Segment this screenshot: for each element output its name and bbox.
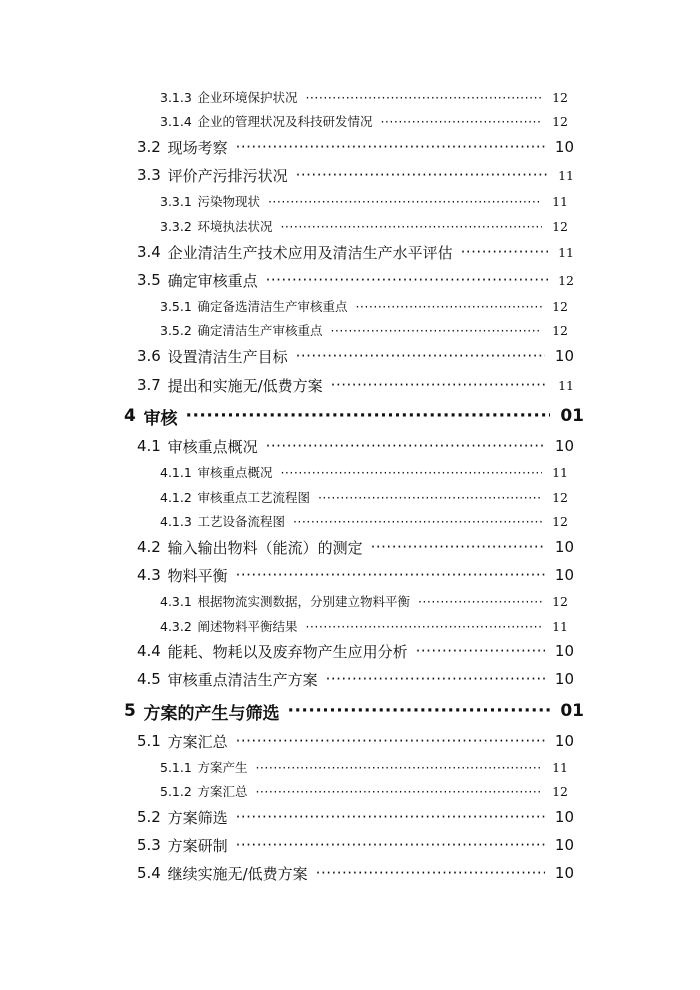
toc-entry-page-number: 12 [552, 89, 568, 105]
toc-entry-title: 企业的管理状况及科技研发情况 [197, 114, 373, 129]
toc-dot-leader [236, 566, 545, 584]
toc-entry-number: 4.1.1 [160, 464, 192, 480]
toc-entry-number: 3.5.2 [160, 322, 192, 338]
toc-entry-3-2[interactable] [137, 134, 574, 160]
toc-entry-3-1-3[interactable] [160, 84, 568, 110]
toc-entry-4-1-1[interactable] [160, 459, 568, 485]
toc-dot-leader [461, 243, 548, 261]
toc-entry-title: 方案汇总 [167, 732, 228, 751]
toc-entry-page-number: 01 [560, 406, 584, 426]
toc-entry-number: 3.3.1 [160, 193, 192, 209]
toc-entry-page-number: 12 [552, 513, 568, 529]
toc-entry-4-1[interactable] [137, 433, 574, 459]
toc-dot-leader [318, 490, 542, 505]
toc-dot-leader [331, 376, 548, 394]
toc-entry-3-5-1[interactable] [160, 293, 568, 319]
toc-entry-page-number: 11 [552, 618, 568, 634]
toc-entry-4-3[interactable] [137, 562, 574, 588]
toc-entry-5-1-2[interactable] [160, 778, 568, 804]
toc-entry-page-number: 01 [560, 701, 584, 721]
toc-entry-title: 确定清洁生产审核重点 [197, 323, 323, 338]
toc-dot-leader [293, 514, 542, 529]
toc-entry-3-6[interactable] [137, 343, 574, 369]
toc-entry-page-number: 10 [554, 732, 574, 750]
toc-entry-number: 3.6 [137, 347, 161, 365]
toc-entry-page-number: 11 [552, 193, 568, 209]
toc-entry-5-3[interactable] [137, 832, 574, 858]
toc-entry-page-number: 11 [552, 464, 568, 480]
toc-entry-page-number: 11 [558, 244, 574, 260]
toc-entry-page-number: 10 [554, 437, 574, 455]
toc-entry-title: 物料平衡 [167, 566, 228, 585]
toc-entry-3-5[interactable] [137, 267, 574, 293]
toc-dot-leader [280, 465, 542, 480]
toc-entry-title: 企业环境保护状况 [197, 90, 298, 105]
toc-dot-leader [380, 114, 542, 129]
toc-entry-page-number: 10 [554, 864, 574, 882]
toc-dot-leader [236, 138, 545, 156]
toc-entry-page-number: 12 [552, 298, 568, 314]
toc-entry-title: 现场考察 [167, 138, 228, 157]
toc-dot-leader [280, 219, 542, 234]
toc-dot-leader [371, 538, 545, 556]
toc-dot-leader [266, 437, 545, 455]
toc-entry-title: 工艺设备流程图 [197, 514, 285, 529]
toc-entry-page-number: 10 [554, 642, 574, 660]
toc-entry-3-5-2[interactable] [160, 317, 568, 343]
toc-entry-number: 5.1.1 [160, 759, 192, 775]
toc-entry-title: 方案筛选 [167, 808, 228, 827]
toc-entry-number: 3.7 [137, 376, 161, 394]
toc-entry-page-number: 12 [552, 489, 568, 505]
toc-entry-title: 方案产生 [197, 760, 248, 775]
toc-dot-leader [316, 864, 545, 882]
toc-dot-leader [255, 784, 542, 799]
toc-entry-number: 3.5.1 [160, 298, 192, 314]
toc-entry-number: 4.3.1 [160, 593, 192, 609]
toc-entry-4-5[interactable] [137, 666, 574, 692]
toc-entry-5-2[interactable] [137, 804, 574, 830]
toc-entry-number: 4.5 [137, 670, 161, 688]
toc-dot-leader [236, 836, 545, 854]
toc-dot-leader [255, 760, 542, 775]
toc-entry-title: 确定审核重点 [167, 271, 258, 290]
toc-entry-title: 阐述物料平衡结果 [197, 619, 298, 634]
toc-entry-page-number: 11 [552, 759, 568, 775]
toc-dot-leader [266, 271, 548, 289]
toc-entry-number: 5.1 [137, 732, 161, 750]
toc-entry-title: 提出和实施无/低费方案 [167, 376, 323, 395]
toc-dot-leader [330, 323, 542, 338]
toc-entry-title: 环境执法状况 [197, 219, 273, 234]
toc-entry-title: 评价产污排污状况 [167, 166, 288, 185]
toc-entry-number: 4 [124, 406, 136, 426]
toc-entry-number: 3.3.2 [160, 218, 192, 234]
toc-entry-number: 3.1.4 [160, 113, 192, 129]
toc-dot-leader [355, 299, 542, 314]
toc-entry-title: 根据物流实测数据，分别建立物料平衡 [197, 594, 410, 609]
toc-entry-number: 5.4 [137, 864, 161, 882]
toc-entry-4-1-3[interactable] [160, 508, 568, 534]
toc-entry-page-number: 11 [558, 377, 574, 393]
toc-dot-leader [305, 90, 542, 105]
toc-entry-5-1[interactable] [137, 728, 574, 754]
toc-entry-number: 5 [124, 701, 136, 721]
toc-entry-title: 审核重点清洁生产方案 [167, 670, 318, 689]
toc-entry-title: 污染物现状 [197, 194, 260, 209]
toc-entry-title: 输入输出物料（能流）的测定 [167, 538, 363, 557]
toc-dot-leader [185, 406, 550, 426]
toc-entry-page-number: 10 [554, 538, 574, 556]
toc-entry-page-number: 10 [554, 566, 574, 584]
toc-entry-3-1-4[interactable] [160, 108, 568, 134]
toc-entry-5-1-1[interactable] [160, 754, 568, 780]
toc-entry-number: 4.1.2 [160, 489, 192, 505]
toc-entry-number: 5.3 [137, 836, 161, 854]
toc-entry-page-number: 10 [554, 347, 574, 365]
toc-entry-title: 企业清洁生产技术应用及清洁生产水平评估 [167, 243, 453, 262]
toc-dot-leader [287, 701, 550, 721]
toc-dot-leader [236, 732, 545, 750]
toc-entry-title: 确定备选清洁生产审核重点 [197, 299, 348, 314]
toc-entry-number: 4.4 [137, 642, 161, 660]
toc-entry-3-4[interactable] [137, 239, 574, 265]
toc-entry-number: 3.3 [137, 166, 161, 184]
toc-entry-page-number: 12 [552, 218, 568, 234]
toc-entry-page-number: 10 [554, 670, 574, 688]
toc-entry-5[interactable] [124, 698, 584, 724]
toc-entry-number: 3.2 [137, 138, 161, 156]
toc-entry-page-number: 10 [554, 836, 574, 854]
toc-entry-title: 审核重点概况 [197, 465, 273, 480]
toc-entry-number: 5.1.2 [160, 783, 192, 799]
toc-entry-number: 4.1.3 [160, 513, 192, 529]
toc-entry-5-4[interactable] [137, 860, 574, 886]
toc-entry-title: 能耗、物耗以及废弃物产生应用分析 [167, 642, 408, 661]
toc-entry-4-4[interactable] [137, 638, 574, 664]
toc-entry-page-number: 10 [554, 138, 574, 156]
toc-entry-page-number: 12 [552, 593, 568, 609]
toc-entry-title: 审核重点概况 [167, 437, 258, 456]
toc-entry-4-1-2[interactable] [160, 484, 568, 510]
toc-dot-leader [416, 642, 545, 660]
toc-entry-4-2[interactable] [137, 534, 574, 560]
toc-dot-leader [418, 594, 542, 609]
toc-entry-page-number: 12 [552, 783, 568, 799]
toc-dot-leader [268, 194, 542, 209]
toc-entry-number: 4.2 [137, 538, 161, 556]
toc-entry-3-7[interactable] [137, 372, 574, 398]
toc-entry-title: 方案的产生与筛选 [143, 703, 280, 724]
toc-entry-title: 方案研制 [167, 836, 228, 855]
toc-dot-leader [326, 670, 545, 688]
toc-entry-4-3-1[interactable] [160, 588, 568, 614]
toc-entry-page-number: 10 [554, 808, 574, 826]
toc-dot-leader [236, 808, 545, 826]
toc-dot-leader [296, 166, 548, 184]
toc-entry-page-number: 12 [558, 272, 574, 288]
toc-entry-4[interactable] [124, 403, 584, 429]
toc-entry-number: 4.3 [137, 566, 161, 584]
toc-entry-3-3[interactable] [137, 162, 574, 188]
toc-entry-number: 3.4 [137, 243, 161, 261]
toc-entry-title: 设置清洁生产目标 [167, 347, 288, 366]
toc-entry-page-number: 12 [552, 113, 568, 129]
toc-entry-number: 3.5 [137, 271, 161, 289]
toc-dot-leader [296, 347, 545, 365]
toc-entry-page-number: 12 [552, 322, 568, 338]
toc-entry-number: 4.1 [137, 437, 161, 455]
toc-entry-title: 审核 [143, 408, 178, 429]
toc-entry-title: 审核重点工艺流程图 [197, 490, 310, 505]
toc-entry-4-3-2[interactable] [160, 613, 568, 639]
toc-entry-3-3-1[interactable] [160, 188, 568, 214]
toc-entry-title: 继续实施无/低费方案 [167, 864, 308, 883]
toc-entry-number: 5.2 [137, 808, 161, 826]
toc-entry-number: 3.1.3 [160, 89, 192, 105]
toc-entry-number: 4.3.2 [160, 618, 192, 634]
toc-entry-title: 方案汇总 [197, 784, 248, 799]
toc-entry-page-number: 11 [558, 167, 574, 183]
toc-entry-3-3-2[interactable] [160, 213, 568, 239]
toc-dot-leader [305, 619, 542, 634]
